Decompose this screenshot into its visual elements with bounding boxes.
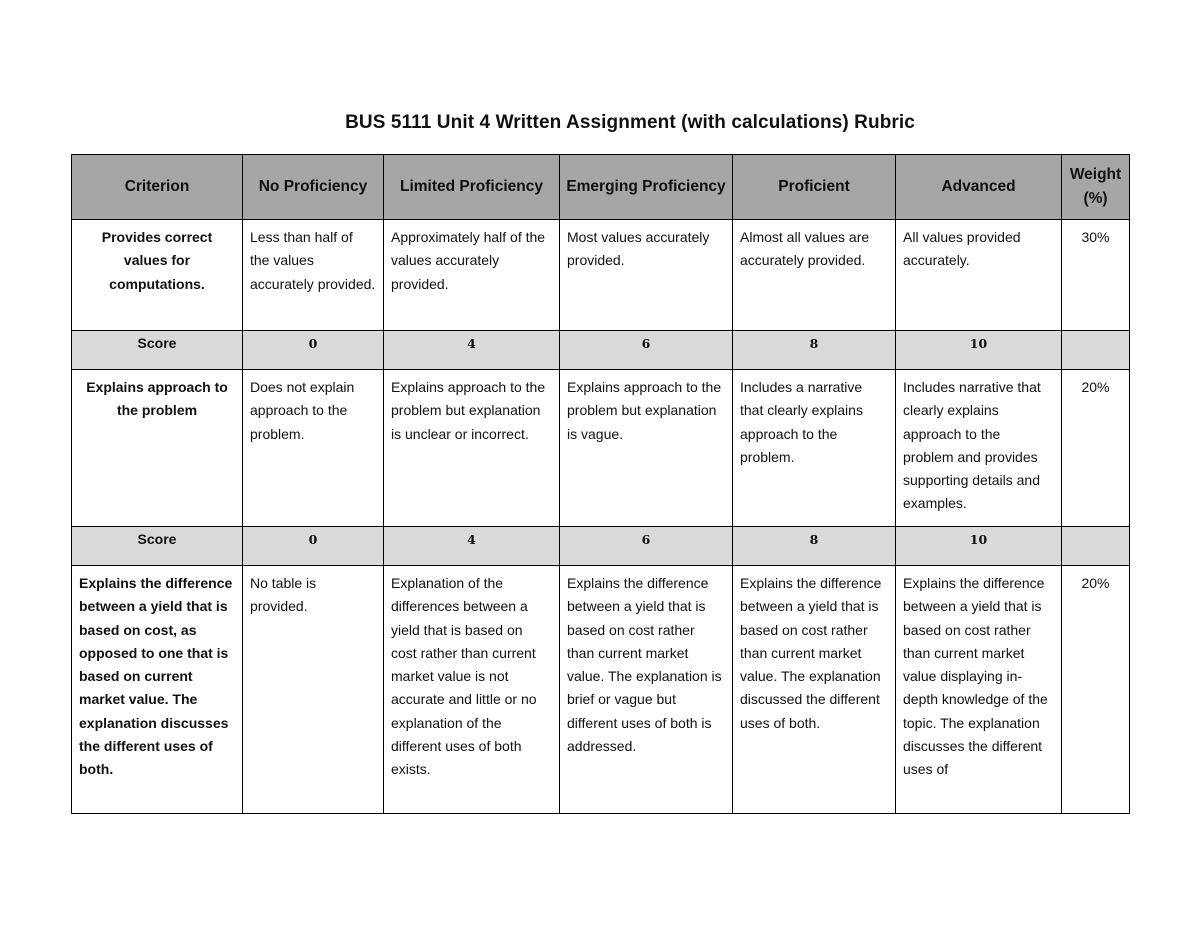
level-cell-limited-proficiency: Explains approach to the problem but explanation is unclear or incorrect. — [384, 370, 560, 527]
level-cell-proficient: Almost all values are accurately provided. — [733, 220, 896, 331]
score-value: 0 — [243, 331, 384, 370]
score-weight-empty — [1062, 331, 1130, 370]
score-value: 6 — [560, 331, 733, 370]
weight-cell: 30% — [1062, 220, 1130, 331]
header-limited-proficiency: Limited Proficiency — [384, 155, 560, 220]
level-cell-emerging-proficiency: Explains approach to the problem but explanation is vague. — [560, 370, 733, 527]
criterion-row — [72, 370, 1130, 527]
header-proficient: Proficient — [733, 155, 896, 220]
criterion-cell: Provides correct values for computations. — [72, 220, 243, 331]
score-weight-empty — [1062, 527, 1130, 566]
criterion-row — [72, 566, 1130, 814]
level-cell-advanced: All values provided accurately. — [896, 220, 1062, 331]
weight-cell: 20% — [1062, 566, 1130, 814]
criterion-cell: Explains approach to the problem — [72, 370, 243, 527]
level-cell-no-proficiency: No table is provided. — [243, 566, 384, 814]
header-advanced: Advanced — [896, 155, 1062, 220]
level-cell-emerging-proficiency: Most values accurately provided. — [560, 220, 733, 331]
level-cell-no-proficiency: Does not explain approach to the problem. — [243, 370, 384, 527]
score-label: Score — [72, 331, 243, 370]
header-row — [72, 155, 1130, 220]
score-value: 8 — [733, 527, 896, 566]
level-cell-advanced: Includes narrative that clearly explains approach to the problem and provides supporting details and examples. — [896, 370, 1062, 527]
criterion-cell: Explains the difference between a yield that is based on cost, as opposed to one that is based on current market value. The explanation discusses the different uses of both. — [72, 566, 243, 814]
score-row — [72, 527, 1130, 566]
level-cell-proficient: Includes a narrative that clearly explains approach to the problem. — [733, 370, 896, 527]
header-emerging-proficiency: Emerging Proficiency — [560, 155, 733, 220]
score-value: 6 — [560, 527, 733, 566]
level-cell-limited-proficiency: Approximately half of the values accurately provided. — [384, 220, 560, 331]
score-value: 8 — [733, 331, 896, 370]
score-value: 10 — [896, 527, 1062, 566]
header-criterion: Criterion — [72, 155, 243, 220]
level-cell-no-proficiency: Less than half of the values accurately provided. — [243, 220, 384, 331]
score-label: Score — [72, 527, 243, 566]
header-no-proficiency: No Proficiency — [243, 155, 384, 220]
weight-cell: 20% — [1062, 370, 1130, 527]
criterion-row — [72, 220, 1130, 331]
level-cell-proficient: Explains the difference between a yield that is based on cost rather than current market value. The explanation discussed the different uses of both. — [733, 566, 896, 814]
score-value: 0 — [243, 527, 384, 566]
level-cell-emerging-proficiency: Explains the difference between a yield that is based on cost rather than current market value. The explanation is brief or vague but different uses of both is addressed. — [560, 566, 733, 814]
score-row — [72, 331, 1130, 370]
score-value: 10 — [896, 331, 1062, 370]
rubric-table — [71, 154, 1130, 814]
header-weight: Weight (%) — [1062, 155, 1130, 220]
score-value: 4 — [384, 331, 560, 370]
score-value: 4 — [384, 527, 560, 566]
document-title: BUS 5111 Unit 4 Written Assignment (with calculations) Rubric — [345, 112, 915, 133]
level-cell-advanced: Explains the difference between a yield that is based on cost rather than current market value displaying in-depth knowledge of the topic. The explanation discusses the different uses of — [896, 566, 1062, 814]
level-cell-limited-proficiency: Explanation of the differences between a yield that is based on cost rather than current market value is not accurate and little or no explanation of the different uses of both exists. — [384, 566, 560, 814]
